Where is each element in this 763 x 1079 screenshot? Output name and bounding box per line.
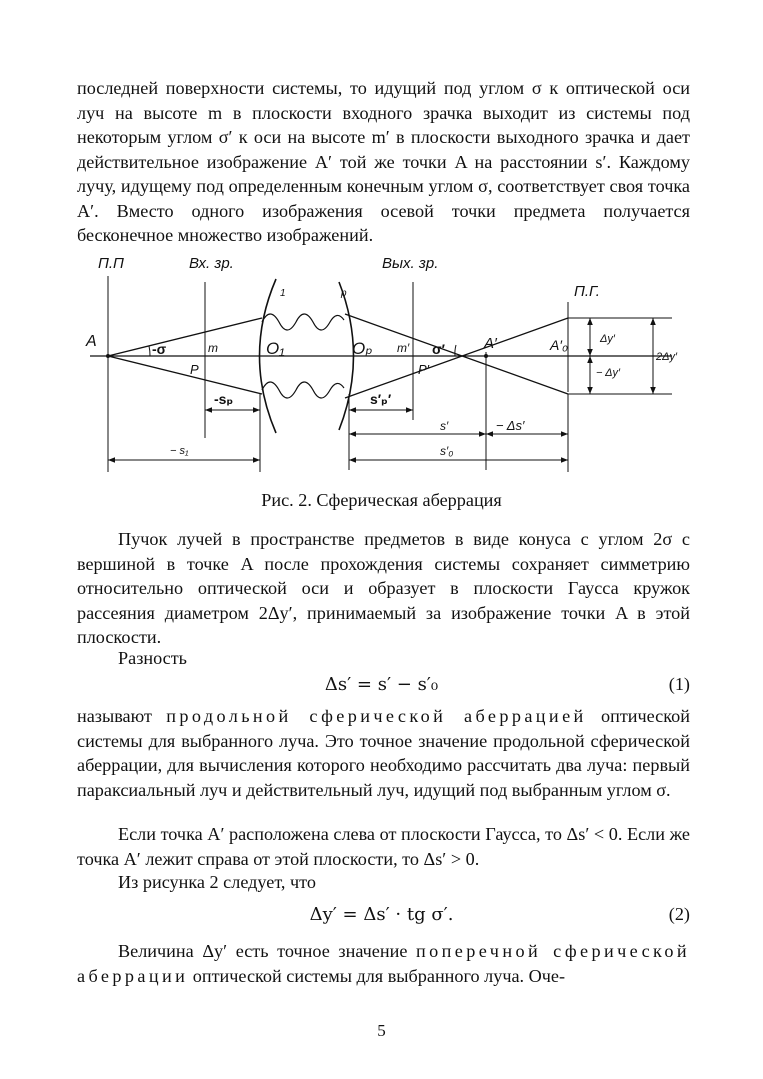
equation-2-number: (2) — [668, 904, 690, 924]
label-entrance-pupil: Вх. зр. — [189, 255, 234, 272]
label-dy-bottom: − Δy′ — [596, 367, 621, 379]
label-op: Oₚ — [352, 339, 373, 358]
label-point-a: A — [86, 333, 97, 350]
paragraph-4 — [77, 704, 690, 802]
label-surface-p: p — [341, 288, 347, 299]
equation-1: Δs′ = s′ − s′₀ — [324, 674, 439, 695]
label-surface-1: 1 — [280, 288, 286, 299]
label-sigma-prime: σ′ — [432, 341, 445, 357]
equation-2: Δy′ = Δs′ · tg σ′. — [309, 904, 454, 925]
page-number: 5 — [377, 1021, 386, 1040]
label-sp-prime: s′ₚ′ — [370, 391, 392, 407]
paragraph-1: последней поверхности системы, то идущий под углом σ к оптической оси луч на высоте m в плоскости входного зрачка выходит из системы под некоторым углом σ′ к оси на высоте m′ в плоскости выходного зрачка и дает действительное изображение A′ той же точки A на расстоянии s′. Каждому лучу, идущему под определенным конечным углом σ, соответствует своя точка A′. Вместо одного изображения осевой точки предмета получается бесконечное множество изображений. — [77, 78, 690, 245]
label-point-a0: A′₀ — [550, 337, 568, 353]
label-minus-sp: -sₚ — [214, 391, 234, 407]
p4-lead: называют — [77, 706, 167, 726]
label-two-dy: 2Δy′ — [656, 351, 678, 363]
ray-lower-in — [108, 356, 262, 394]
paragraph-5: Если точка A′ расположена слева от плоскости Гаусса, то Δs′ < 0. Если же точка A′ лежит справа от этой плоскости, то Δs′ > 0. — [77, 824, 690, 869]
ray-upper-in — [108, 318, 262, 356]
lens-break-bottom — [262, 382, 344, 398]
label-m: m — [208, 341, 218, 355]
lens-break-top — [262, 314, 344, 330]
paragraph-3: Разность — [118, 648, 187, 668]
label-s-prime: s′ — [440, 419, 449, 433]
figure-caption: Рис. 2. Сферическая аберрация — [261, 490, 502, 510]
label-minus-delta-s: − Δs′ — [496, 418, 525, 433]
label-s0-prime: s′₀ — [440, 444, 454, 458]
label-object-plane: П.П — [98, 255, 124, 272]
label-dy-top: Δy′ — [600, 333, 615, 345]
label-o1: O₁ — [266, 339, 285, 358]
p7-rest: оптической системы для выбранного луча. Оче- — [188, 965, 566, 986]
figure-spherical-aberration — [0, 244, 763, 504]
term-transverse-aberration: поперечной сферической аберрации — [77, 941, 690, 986]
term-longitudinal-aberration: продольной сферической аберрацией — [166, 706, 587, 726]
label-p-prime: P′ — [418, 362, 430, 377]
p7-lead: Величина Δy′ есть точное значение — [118, 941, 417, 961]
label-m-prime: m′ — [397, 341, 410, 355]
label-exit-pupil: Вых. зр. — [382, 255, 439, 272]
label-gauss-plane: П.Г. — [574, 283, 600, 300]
label-point-a-prime: A′ — [484, 335, 497, 352]
sigma-arc — [149, 346, 150, 356]
equation-1-number: (1) — [668, 674, 690, 694]
label-p: P — [190, 362, 199, 377]
label-sigma: -σ — [152, 341, 167, 357]
paragraph-2: Пучок лучей в пространстве предметов в виде конуса с углом 2σ с вершиной в точке A после прохождения системы сохраняет симметрию относительно оптической оси и образует в плоскости Гаусса кружок рассеяния диаметром 2Δy′, принимаемый за изображение точки A в этой плоскости. — [77, 529, 690, 647]
paragraph-6: Из рисунка 2 следует, что — [118, 872, 316, 892]
ray-upper-out — [345, 314, 568, 394]
ray-lower-out — [345, 318, 568, 398]
label-minus-s1: − s₁ — [170, 445, 189, 457]
paragraph-7 — [77, 939, 690, 988]
p4-rest: оптической системы для выбранного луча. Это точное значение продольной сферической аберрации, для вычисления которого необходимо рассчитать два луча: первый параксиальный луч и действительный луч, идущий под выбранным углом σ. — [77, 706, 690, 800]
